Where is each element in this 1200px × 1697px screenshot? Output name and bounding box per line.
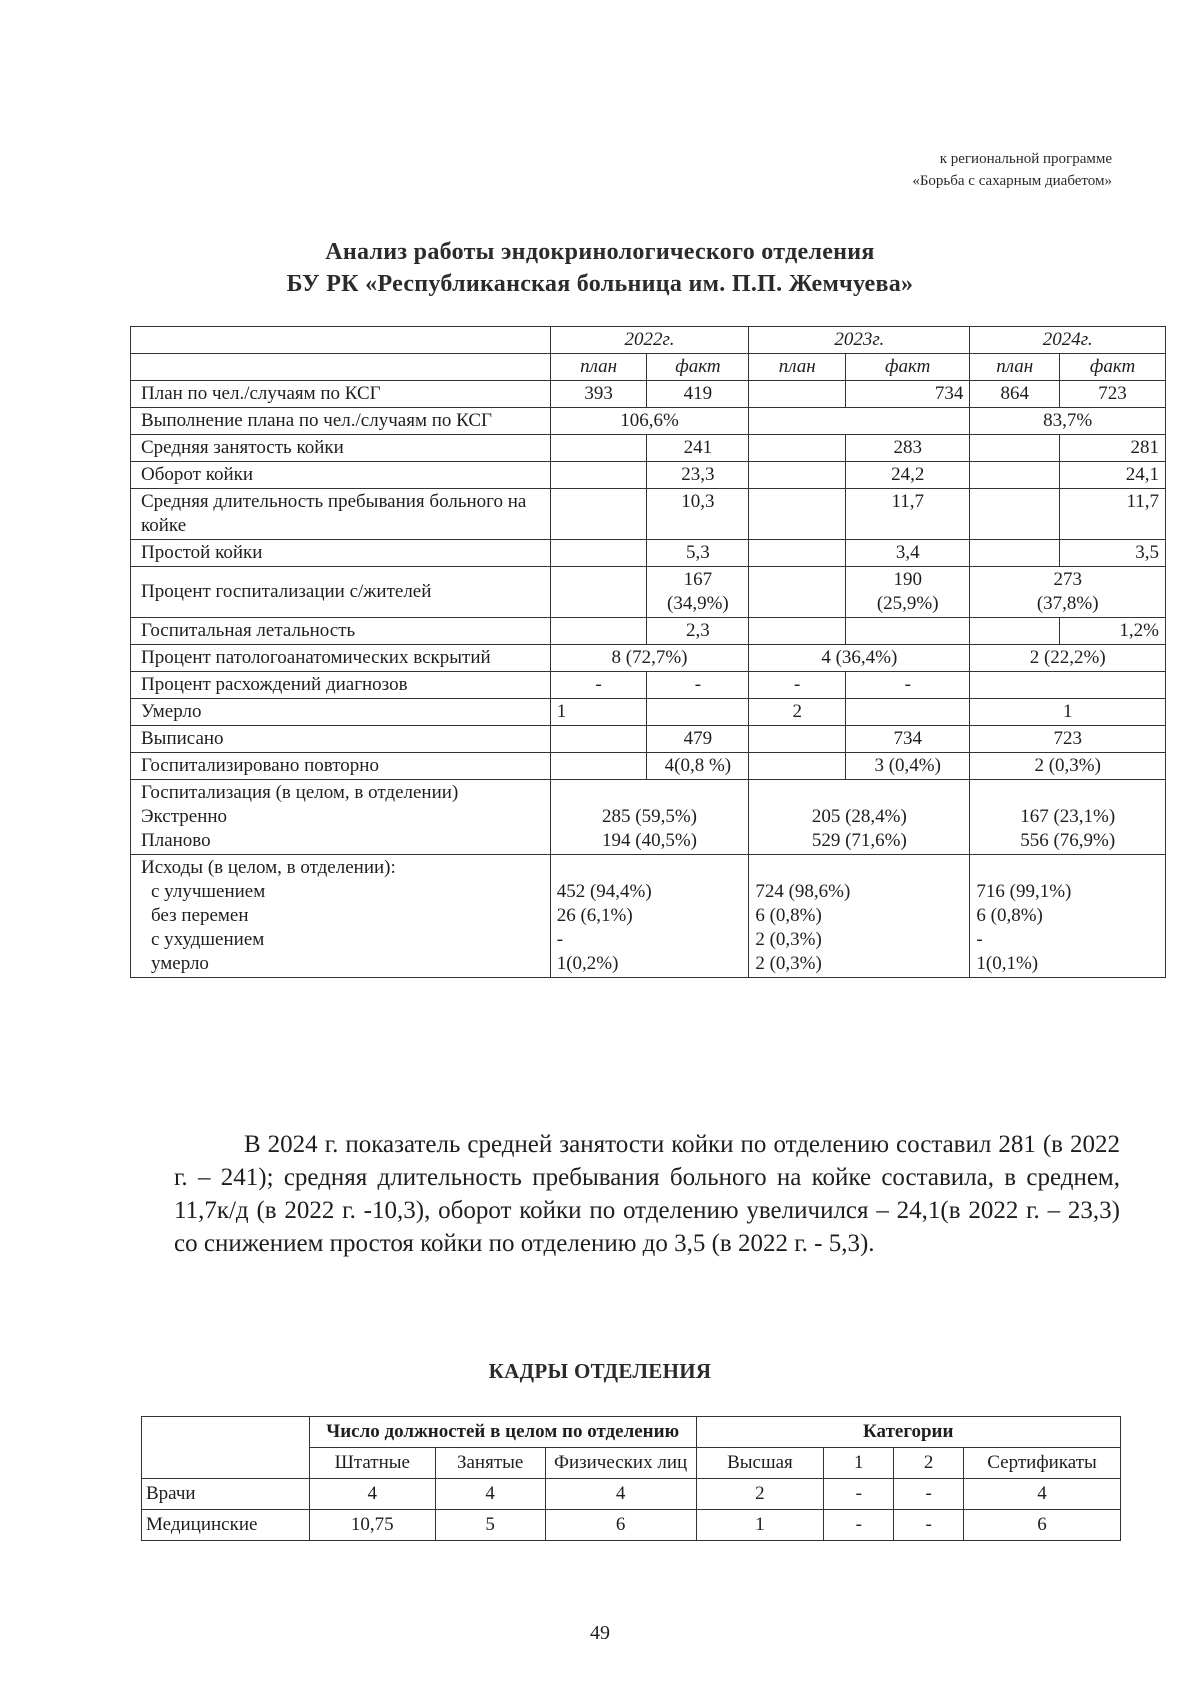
table-row: [142, 1479, 1121, 1510]
outcome-value: 6 (0,8%): [976, 905, 1043, 926]
cell-fact-2024: 281: [1060, 435, 1166, 462]
col-header-staff: Штатные: [309, 1448, 435, 1479]
cell-2022: [550, 780, 749, 855]
row-label: Средняя занятость койки: [131, 435, 551, 462]
cell-2024: [970, 567, 1166, 618]
cell-2024: 83,7%: [970, 408, 1166, 435]
cell-fact-2022: 2,3: [647, 618, 749, 645]
table-row-plan-fact: [131, 354, 1166, 381]
hosp-2024-emergency: 167 (23,1%): [1020, 806, 1116, 827]
categories-group-header: Категории: [696, 1417, 1121, 1448]
year-2022-header: 2022г.: [550, 327, 749, 354]
cell-fact-2022: [647, 699, 749, 726]
staff-cell: 10,75: [309, 1510, 435, 1541]
summary-text: В 2024 г. показатель средней занятости койки по отделению составил 281 (в 2022 г. – 241); средняя длительность пребывания больного на койке составила, в среднем, 11,7к/д (в 2022 г. -10,3), оборот койки по отделению увеличился – 24,1(в 2022 г. – 23,3) со снижением простоя койки по отделению до 3,5 (в 2022 г. - 5,3).: [174, 1131, 1120, 1257]
fact-2024-header: факт: [1060, 354, 1166, 381]
cell-plan-2023: [749, 540, 846, 567]
table-row: [131, 672, 1166, 699]
row-label: Процент госпитализации с/жителей: [131, 567, 551, 618]
cell-plan-2023: [749, 567, 846, 618]
cell-2024: 2 (22,2%): [970, 645, 1166, 672]
cell-plan-2022: [550, 726, 647, 753]
cell-2024: 723: [970, 726, 1166, 753]
row-label: Процент расхождений диагнозов: [131, 672, 551, 699]
outcome-value: 452 (94,4%): [556, 881, 652, 902]
cell-fact-2023: 24,2: [846, 462, 970, 489]
table-label-blank: [131, 354, 551, 381]
table-row: [131, 855, 1166, 978]
cell-plan-2023: [749, 618, 846, 645]
row-label: План по чел./случаям по КСГ: [131, 381, 551, 408]
fact-2022-header: факт: [647, 354, 749, 381]
rural-2024-percent: (37,8%): [1036, 593, 1099, 614]
department-analysis-table: [130, 326, 1166, 978]
cell-plan-2024: [970, 489, 1060, 540]
staff-group-header-row: [142, 1417, 1121, 1448]
cell-fact-2022: 23,3: [647, 462, 749, 489]
cell-2024: 2 (0,3%): [970, 753, 1166, 780]
row-label: Госпитальная летальность: [131, 618, 551, 645]
row-label: Медицинские: [142, 1510, 310, 1541]
row-label: Средняя длительность пребывания больного на койке: [131, 489, 551, 540]
outcome-value: -: [556, 929, 564, 950]
cell-2024: [970, 780, 1166, 855]
outcome-value: 724 (98,6%): [755, 881, 851, 902]
cell-fact-2022: 5,3: [647, 540, 749, 567]
staff-table: [141, 1416, 1121, 1541]
rural-2023-percent: (25,9%): [876, 593, 939, 614]
hosp-2023-planned: 529 (71,6%): [811, 830, 907, 851]
cell-fact-2022: 419: [647, 381, 749, 408]
row-label: Процент патологоанатомических вскрытий: [131, 645, 551, 672]
cell-plan-2023: [749, 489, 846, 540]
table-row: [131, 780, 1166, 855]
staff-cell: 4: [545, 1479, 696, 1510]
hosp-label-title: Госпитализация (в целом, в отделении): [141, 782, 459, 803]
table-row: [131, 408, 1166, 435]
staff-cell: -: [894, 1479, 964, 1510]
outcome-value: 716 (99,1%): [976, 881, 1072, 902]
staff-cell: 2: [696, 1479, 824, 1510]
staff-cell: 4: [964, 1479, 1121, 1510]
cell-fact-2023: 11,7: [846, 489, 970, 540]
cell-fact-2023: -: [846, 672, 970, 699]
cell-fact-2022: 4(0,8 %): [647, 753, 749, 780]
table-corner-cell: [131, 327, 551, 354]
staff-heading: КАДРЫ ОТДЕЛЕНИЯ: [488, 1359, 712, 1383]
row-label: [131, 855, 551, 978]
cell-2022: 106,6%: [550, 408, 749, 435]
hosp-2022-planned: 194 (40,5%): [602, 830, 697, 851]
staff-cell: -: [824, 1510, 894, 1541]
cell-fact-2024: 723: [1060, 381, 1166, 408]
outcomes-label-died: умерло: [151, 953, 209, 974]
header-line-2: «Борьба с сахарным диабетом»: [912, 173, 1112, 189]
year-2023-header: 2023г.: [749, 327, 970, 354]
cell-fact-2023: 3,4: [846, 540, 970, 567]
cell-fact-2023: 734: [846, 726, 970, 753]
cell-2024: 1: [970, 699, 1166, 726]
table-row: [131, 753, 1166, 780]
cell-fact-2022: 10,3: [647, 489, 749, 540]
summary-paragraph: [174, 1128, 1120, 1260]
cell-plan-2022: [550, 462, 647, 489]
rural-2022-count: 167: [683, 569, 713, 590]
table-row: [131, 381, 1166, 408]
fact-2023-header: факт: [846, 354, 970, 381]
cell-fact-2024: 1,2%: [1060, 618, 1166, 645]
hosp-label-emergency: Экстренно: [141, 806, 228, 827]
cell-fact-2024: 3,5: [1060, 540, 1166, 567]
positions-group-header: Число должностей в целом по отделению: [309, 1417, 696, 1448]
cell-plan-2022: [550, 435, 647, 462]
cell-fact-2023: 283: [846, 435, 970, 462]
cell-plan-2022: [550, 618, 647, 645]
cell-fact-2023: 734: [846, 381, 970, 408]
row-label: Госпитализировано повторно: [131, 753, 551, 780]
title-line-2: БУ РК «Республиканская больница им. П.П. Жемчуева»: [286, 271, 914, 297]
staff-cell: -: [824, 1479, 894, 1510]
cell-plan-2022: 1: [550, 699, 647, 726]
cell-plan-2022: [550, 567, 647, 618]
staff-cell: 1: [696, 1510, 824, 1541]
cell-plan-2024: [970, 435, 1060, 462]
cell-plan-2024: [970, 540, 1060, 567]
cell-2023: [749, 408, 970, 435]
outcomes-label-title: Исходы (в целом, в отделении):: [141, 857, 396, 878]
cell-fact-2023: 3 (0,4%): [846, 753, 970, 780]
table-row: [131, 726, 1166, 753]
staff-cell: 5: [435, 1510, 545, 1541]
table-row: [131, 645, 1166, 672]
header-line-1: к региональной программе: [939, 151, 1112, 167]
cell-2024: [970, 855, 1166, 978]
cell-plan-2023: [749, 462, 846, 489]
table-row: [131, 540, 1166, 567]
hosp-2023-emergency: 205 (28,4%): [811, 806, 907, 827]
cell-fact-2022: 479: [647, 726, 749, 753]
table-row: [142, 1510, 1121, 1541]
hosp-label-planned: Планово: [141, 830, 211, 851]
cell-2024: [970, 672, 1166, 699]
cell-plan-2022: 393: [550, 381, 647, 408]
rural-2022-percent: (34,9%): [667, 593, 729, 614]
cell-plan-2023: [749, 435, 846, 462]
plan-2024-header: план: [970, 354, 1060, 381]
table-row: [131, 435, 1166, 462]
hosp-2022-emergency: 285 (59,5%): [602, 806, 697, 827]
table-row: [131, 699, 1166, 726]
table-row: [131, 618, 1166, 645]
row-label: Оборот койки: [131, 462, 551, 489]
cell-fact-2022: [647, 567, 749, 618]
hosp-2024-planned: 556 (76,9%): [1020, 830, 1116, 851]
cell-plan-2024: 864: [970, 381, 1060, 408]
outcome-value: 26 (6,1%): [556, 905, 633, 926]
table-row-years: [131, 327, 1166, 354]
plan-2023-header: план: [749, 354, 846, 381]
col-header-persons: Физических лиц: [545, 1448, 696, 1479]
outcome-value: 1(0,1%): [976, 953, 1039, 974]
outcomes-label-improved: с улучшением: [151, 881, 266, 902]
table-row: [131, 489, 1166, 540]
row-label: Врачи: [142, 1479, 310, 1510]
cell-plan-2023: [749, 381, 846, 408]
row-label: Выписано: [131, 726, 551, 753]
cell-plan-2024: [970, 462, 1060, 489]
row-label: Умерло: [131, 699, 551, 726]
staff-cell: 4: [309, 1479, 435, 1510]
staff-cell: -: [894, 1510, 964, 1541]
cell-fact-2023: [846, 699, 970, 726]
cell-plan-2023: [749, 753, 846, 780]
cell-2023: [749, 855, 970, 978]
outcome-value: 2 (0,3%): [755, 929, 822, 950]
plan-2022-header: план: [550, 354, 647, 381]
cell-plan-2022: [550, 489, 647, 540]
outcome-value: -: [976, 929, 983, 950]
rural-2024-count: 273: [1053, 569, 1082, 590]
page-number: 49: [590, 1622, 610, 1644]
outcome-value: 1(0,2%): [556, 953, 619, 974]
cell-fact-2024: 11,7: [1060, 489, 1166, 540]
cell-fact-2022: 241: [647, 435, 749, 462]
row-label: Простой койки: [131, 540, 551, 567]
cell-2023: [749, 780, 970, 855]
staff-cell: 6: [964, 1510, 1121, 1541]
cell-plan-2023: -: [749, 672, 846, 699]
cell-plan-2023: 2: [749, 699, 846, 726]
cell-2022: 8 (72,7%): [550, 645, 749, 672]
table-row: [131, 462, 1166, 489]
cell-plan-2023: [749, 726, 846, 753]
row-label: Выполнение плана по чел./случаям по КСГ: [131, 408, 551, 435]
col-header-highest: Высшая: [696, 1448, 824, 1479]
row-label: [131, 780, 551, 855]
program-reference: [912, 148, 1112, 192]
document-title: [0, 236, 1200, 300]
staff-corner-cell: [142, 1417, 310, 1479]
cell-plan-2022: [550, 540, 647, 567]
cell-2022: [550, 855, 749, 978]
title-line-1: Анализ работы эндокринологического отделения: [325, 239, 875, 265]
outcomes-label-worse: с ухудшением: [151, 929, 265, 950]
outcomes-label-unchanged: без перемен: [151, 905, 249, 926]
col-header-occupied: Занятые: [435, 1448, 545, 1479]
col-header-second: 2: [894, 1448, 964, 1479]
cell-fact-2022: -: [647, 672, 749, 699]
rural-2023-count: 190: [893, 569, 922, 590]
cell-2023: 4 (36,4%): [749, 645, 970, 672]
cell-plan-2024: [970, 618, 1060, 645]
cell-fact-2023: [846, 618, 970, 645]
col-header-first: 1: [824, 1448, 894, 1479]
cell-fact-2023: [846, 567, 970, 618]
year-2024-header: 2024г.: [970, 327, 1166, 354]
outcome-value: 2 (0,3%): [755, 953, 822, 974]
cell-plan-2022: [550, 753, 647, 780]
staff-cell: 4: [435, 1479, 545, 1510]
outcome-value: 6 (0,8%): [755, 905, 822, 926]
table-row: [131, 567, 1166, 618]
cell-fact-2024: 24,1: [1060, 462, 1166, 489]
cell-plan-2022: -: [550, 672, 647, 699]
staff-cell: 6: [545, 1510, 696, 1541]
col-header-certificates: Сертификаты: [964, 1448, 1121, 1479]
